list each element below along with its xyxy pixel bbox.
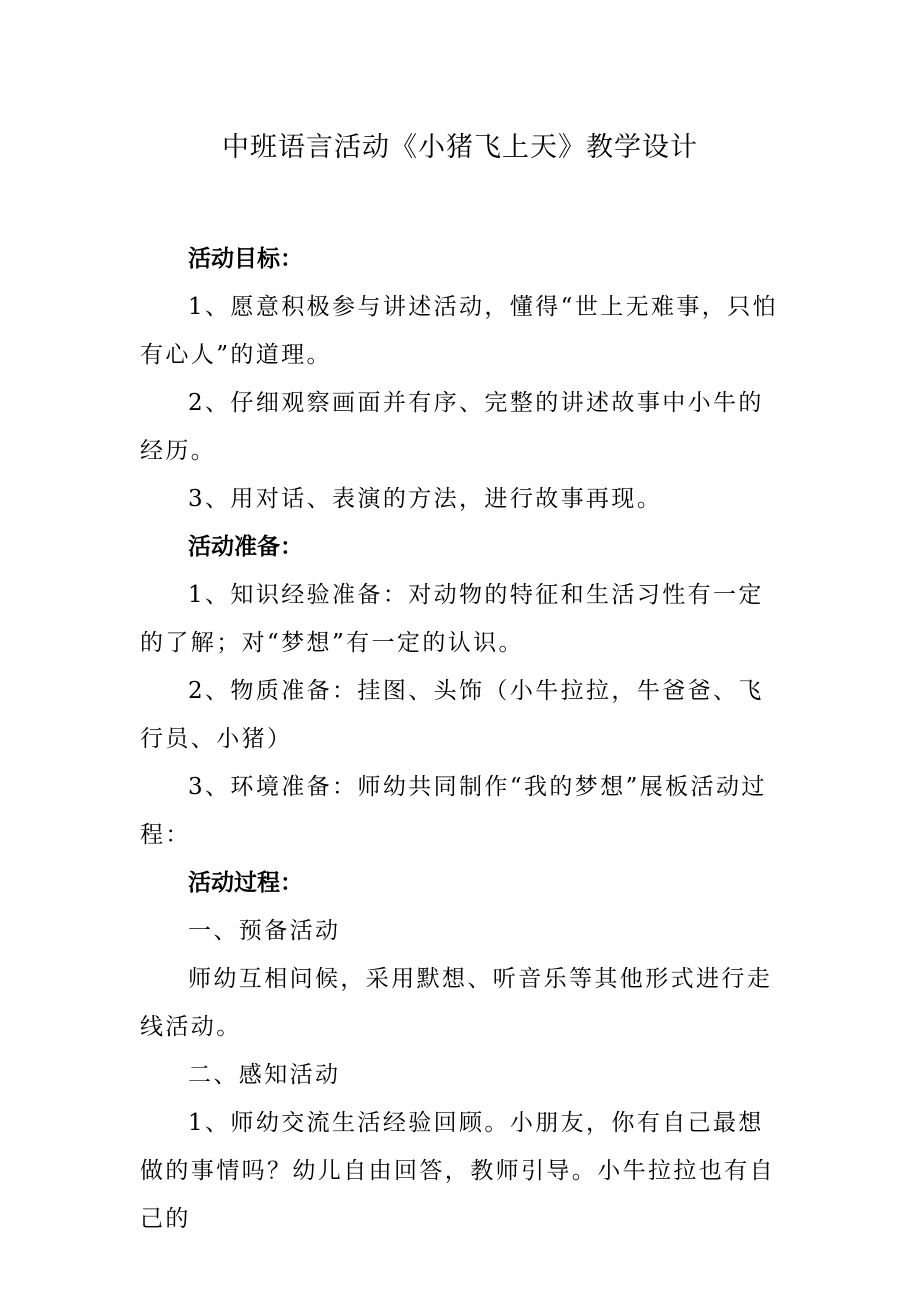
goal-item: 3、用对话、表演的方法，进行故事再现。	[188, 486, 663, 512]
preparation-item: 1、知识经验准备：对动物的特征和生活习性有一定的了解；对“梦想”有一定的认识。	[140, 582, 764, 656]
process-item: 师幼互相问候，采用默想、听音乐等其他形式进行走线活动。	[140, 966, 773, 1040]
preparation-item: 3、环境准备：师幼共同制作“我的梦想”展板活动过程：	[140, 774, 767, 848]
document-body	[140, 235, 782, 1243]
goal-item: 1、愿意积极参与讲述活动，懂得“世上无难事，只怕有心人”的道理。	[140, 294, 778, 368]
section-heading-goals: 活动目标：	[188, 246, 303, 272]
section-heading-process: 活动过程：	[188, 870, 303, 896]
document-title: 中班语言活动《小猪飞上天》教学设计	[222, 132, 698, 163]
process-item: 1、师幼交流生活经验回顾。小朋友，你有自己最想做的事情吗？幼儿自由回答，教师引导。小牛拉拉也有自己的	[140, 1110, 775, 1232]
preparation-item: 2、物质准备：挂图、头饰（小牛拉拉，牛爸爸、飞行员、小猪）	[140, 678, 764, 752]
process-item: 一、预备活动	[188, 918, 341, 944]
process-item: 二、感知活动	[188, 1062, 341, 1088]
section-heading-preparation: 活动准备：	[188, 534, 303, 560]
goal-item: 2、仔细观察画面并有序、完整的讲述故事中小牛的经历。	[140, 390, 764, 464]
